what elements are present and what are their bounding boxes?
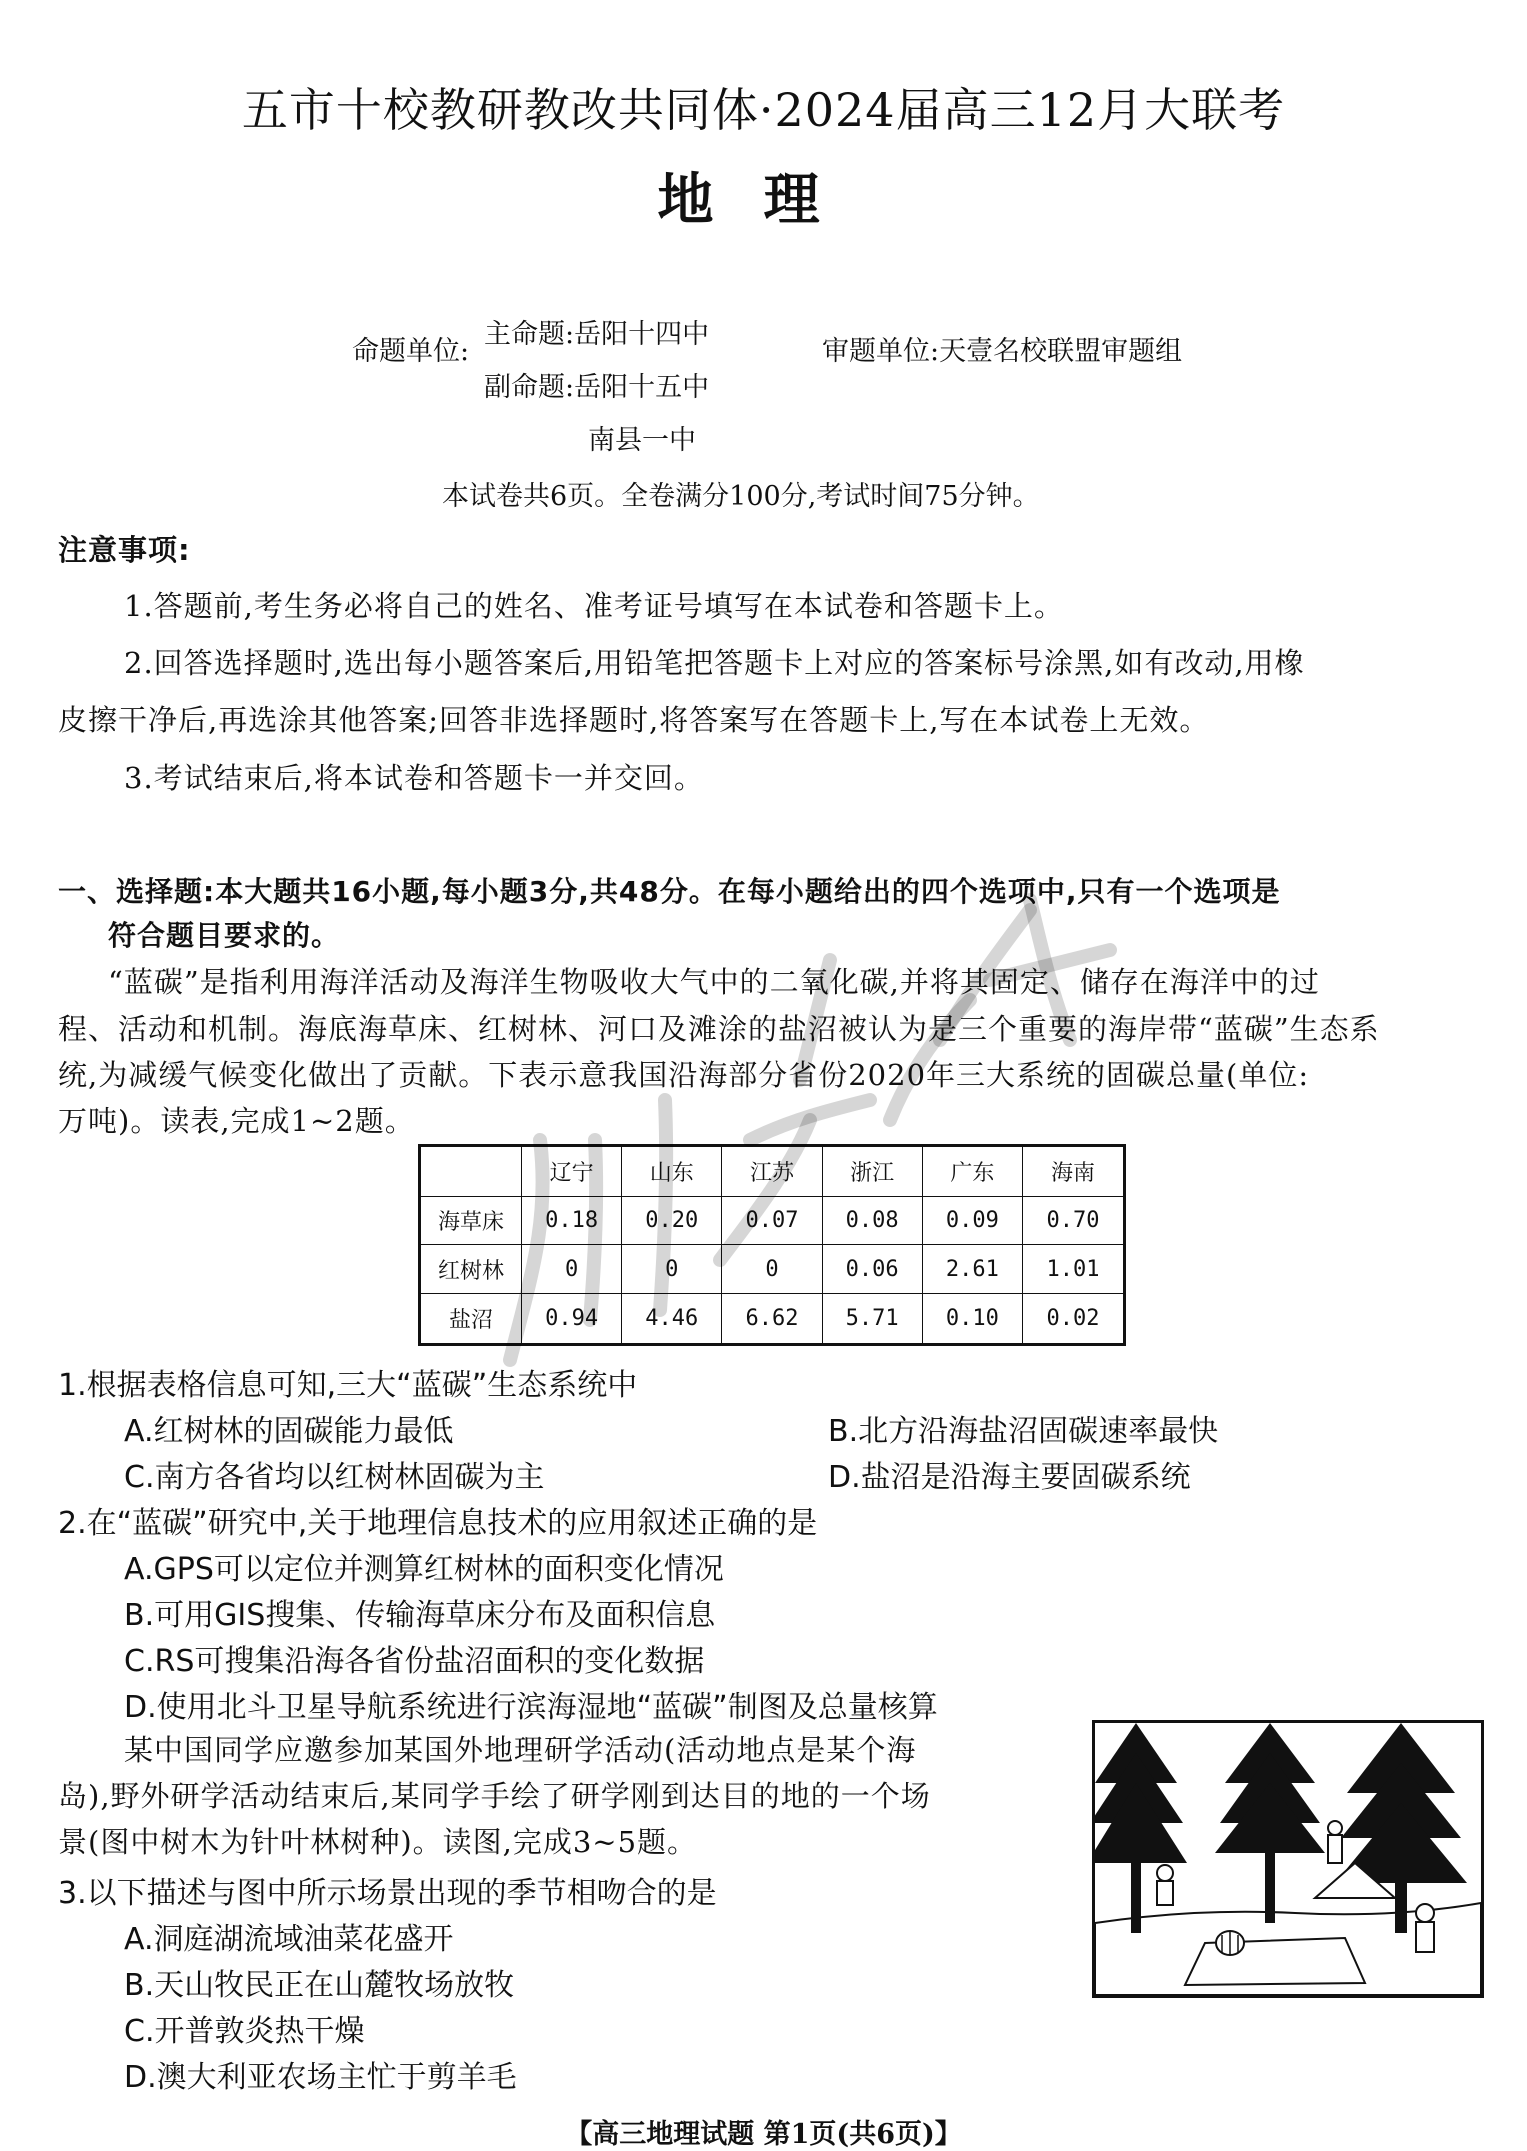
intro-line-1: “蓝碳”是指利用海洋活动及海洋生物吸收大气中的二氧化碳,并将其固定、储存在海洋中的过 xyxy=(108,965,1320,999)
q2-option-d: D.使用北斗卫星导航系统进行滨海湿地“蓝碳”制图及总量核算 xyxy=(124,1690,938,1725)
table-cell: 1.01 xyxy=(1022,1245,1124,1294)
table-header-cell: 辽宁 xyxy=(522,1146,622,1197)
q2-option-a: A.GPS可以定位并测算红树林的面积变化情况 xyxy=(124,1552,724,1587)
table-row-header: 盐沼 xyxy=(420,1294,522,1345)
q1-option-c: C.南方各省均以红树林固碳为主 xyxy=(124,1460,545,1495)
intro2-line-1: 某中国同学应邀参加某国外地理研学活动(活动地点是某个海 xyxy=(124,1733,917,1767)
q1-option-a: A.红树林的固碳能力最低 xyxy=(124,1414,454,1449)
q1-stem: 1.根据表格信息可知,三大“蓝碳”生态系统中 xyxy=(58,1368,638,1403)
main-unit: 主命题:岳阳十四中 xyxy=(484,319,710,350)
table-cell: 0.09 xyxy=(922,1196,1022,1245)
table-row-header: 红树林 xyxy=(420,1245,522,1294)
vice-unit: 副命题:岳阳十五中 xyxy=(484,372,710,403)
table-cell: 0.06 xyxy=(822,1245,922,1294)
table-cell: 5.71 xyxy=(822,1294,922,1345)
conifer-tree-middle xyxy=(1215,1723,1325,1923)
q2-stem: 2.在“蓝碳”研究中,关于地理信息技术的应用叙述正确的是 xyxy=(58,1506,818,1541)
exam-info: 本试卷共6页。全卷满分100分,考试时间75分钟。 xyxy=(442,481,1040,512)
table-row xyxy=(420,1294,1125,1345)
field-trip-sketch xyxy=(1092,1720,1484,1998)
conifer-tree-right xyxy=(1335,1723,1467,1933)
table-cell: 0.07 xyxy=(722,1196,822,1245)
q3-option-b: B.天山牧民正在山麓牧场放牧 xyxy=(124,1968,515,2003)
notice-item-3: 3.考试结束后,将本试卷和答题卡一并交回。 xyxy=(124,761,704,795)
notice-item-1: 1.答题前,考生务必将自己的姓名、准考证号填写在本试卷和答题卡上。 xyxy=(124,589,1064,623)
q2-option-b: B.可用GIS搜集、传输海草床分布及面积信息 xyxy=(124,1598,716,1633)
q3-option-c: C.开普敦炎热干燥 xyxy=(124,2014,365,2049)
q3-option-d: D.澳大利亚农场主忙于剪羊毛 xyxy=(124,2060,517,2095)
intro2-line-2: 岛),野外研学活动结束后,某同学手绘了研学刚到达目的地的一个场 xyxy=(58,1779,931,1813)
table-header-cell: 江苏 xyxy=(722,1146,822,1197)
q1-option-d: D.盐沼是沿海主要固碳系统 xyxy=(828,1460,1191,1495)
table-row-header: 海草床 xyxy=(420,1196,522,1245)
table-cell: 0.02 xyxy=(1022,1294,1124,1345)
q3-option-a: A.洞庭湖流域油菜花盛开 xyxy=(124,1922,454,1957)
notice-item-2a: 2.回答选择题时,选出每小题答案后,用铅笔把答题卡上对应的答案标号涂黑,如有改动,用橡 xyxy=(124,646,1305,680)
intro2-line-3: 景(图中树木为针叶林树种)。读图,完成3~5题。 xyxy=(58,1825,698,1859)
q3-stem: 3.以下描述与图中所示场景出现的季节相吻合的是 xyxy=(58,1876,717,1911)
units-label: 命题单位: xyxy=(352,336,470,367)
table-header-cell: 海南 xyxy=(1022,1146,1124,1197)
table-cell: 2.61 xyxy=(922,1245,1022,1294)
review-unit: 审题单位:天壹名校联盟审题组 xyxy=(822,336,1183,367)
notice-item-2b: 皮擦干净后,再选涂其他答案;回答非选择题时,将答案写在答题卡上,写在本试卷上无效。 xyxy=(58,703,1210,737)
q1-option-b: B.北方沿海盐沼固碳速率最快 xyxy=(828,1414,1219,1449)
table-cell: 0 xyxy=(622,1245,722,1294)
table-cell: 0 xyxy=(722,1245,822,1294)
table-cell: 0.10 xyxy=(922,1294,1022,1345)
q2-option-c: C.RS可搜集沿海各省份盐沼面积的变化数据 xyxy=(124,1644,705,1679)
table-header-cell: 山东 xyxy=(622,1146,722,1197)
table-cell: 0 xyxy=(522,1245,622,1294)
table-header-cell: 广东 xyxy=(922,1146,1022,1197)
table-row xyxy=(420,1196,1125,1245)
section-heading: 一、选择题:本大题共16小题,每小题3分,共48分。在每小题给出的四个选项中,只有一个选项是 xyxy=(58,875,1281,908)
table-row xyxy=(420,1245,1125,1294)
intro-line-2: 程、活动和机制。海底海草床、红树林、河口及滩涂的盐沼被认为是三个重要的海岸带“蓝碳”生态系 xyxy=(58,1012,1380,1046)
blue-carbon-table xyxy=(418,1144,1126,1346)
table-cell: 0.94 xyxy=(522,1294,622,1345)
intro-line-4: 万吨)。读表,完成1~2题。 xyxy=(58,1104,415,1138)
exam-title: 五市十校教研教改共同体·2024届高三12月大联考 xyxy=(241,83,1286,137)
subject-title: 地理 xyxy=(657,168,870,233)
table-cell: 4.46 xyxy=(622,1294,722,1345)
table-header-row xyxy=(420,1146,1125,1197)
table-cell: 6.62 xyxy=(722,1294,822,1345)
section-heading-2: 符合题目要求的。 xyxy=(108,919,341,952)
intro-line-3: 统,为减缓气候变化做出了贡献。下表示意我国沿海部分省份2020年三大系统的固碳总量(单位: xyxy=(58,1058,1310,1092)
notice-heading: 注意事项: xyxy=(58,533,191,567)
table-cell: 0.70 xyxy=(1022,1196,1124,1245)
table-cell: 0.08 xyxy=(822,1196,922,1245)
table-header-cell: 浙江 xyxy=(822,1146,922,1197)
page-footer: 【高三地理试题 第1页(共6页)】 xyxy=(565,2119,962,2150)
table-cell: 0.20 xyxy=(622,1196,722,1245)
table-cell: 0.18 xyxy=(522,1196,622,1245)
table-corner xyxy=(420,1146,522,1197)
scene-drawing xyxy=(1095,1723,1481,1995)
vice-unit-2: 南县一中 xyxy=(588,425,696,456)
